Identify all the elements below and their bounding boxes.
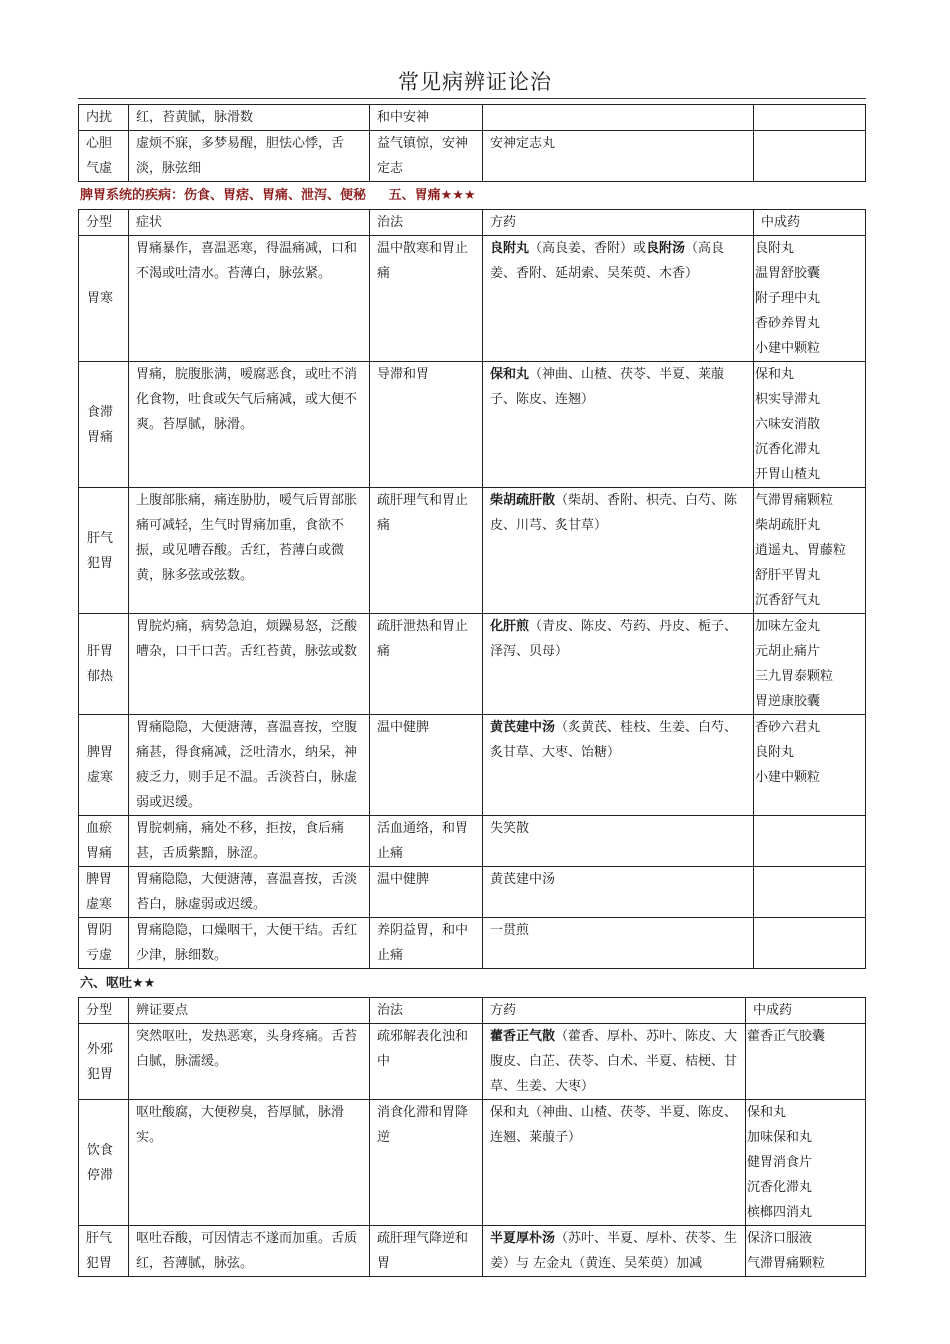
cpm-item: 加味左金丸	[755, 619, 821, 634]
cpm-item: 开胃山楂丸	[755, 467, 821, 482]
table-row	[79, 816, 866, 867]
cpm-item: 保和丸	[755, 367, 795, 382]
section-heading-vomit: 六、呕吐★★	[80, 976, 156, 991]
formula-ingredients: （苏叶、半夏、厚朴、茯苓、生姜）与 左金丸（黄连、吴茱萸）加减	[490, 1231, 738, 1271]
method-cell: 疏肝泄热和胃止痛	[370, 614, 483, 715]
cpm-cell	[754, 236, 866, 362]
table-row	[79, 918, 866, 969]
formula-cell	[483, 715, 754, 816]
symptoms-cell: 胃痛暴作，喜温恶寒，得温痛减，口和不渴或吐清水。苔薄白，脉弦紧。	[129, 236, 370, 362]
cpm-cell	[746, 1024, 866, 1100]
cpm-item: 胃逆康胶囊	[755, 694, 821, 709]
page-title: 常见病辨证论治	[398, 70, 552, 94]
cpm-item: 槟榔四消丸	[747, 1205, 813, 1220]
cpm-item: 小建中颗粒	[755, 341, 821, 356]
symptoms-cell: 呕吐吞酸，可因情志不遂而加重。舌质红，苔薄腻，脉弦。	[129, 1226, 370, 1277]
formula-cell	[483, 362, 754, 488]
vomiting-table	[78, 997, 866, 1277]
type-cell: 脾胃虚寒	[79, 867, 129, 918]
cpm-item: 藿香正气胶囊	[747, 1029, 826, 1044]
cpm-cell	[746, 1226, 866, 1277]
formula-ingredients: （青皮、陈皮、芍药、丹皮、栀子、泽泻、贝母）	[490, 619, 738, 659]
type-cell: 肝胃郁热	[79, 614, 129, 715]
formula-name-alt: 良附汤	[646, 241, 686, 256]
section-label: 脾胃系统的疾病：伤食、胃痞、胃痛、泄泻、便秘	[80, 188, 367, 203]
cpm-item: 小建中颗粒	[755, 770, 821, 785]
header-cpm: 中成药	[746, 998, 866, 1024]
method-cell: 养阴益胃，和中止痛	[370, 918, 483, 969]
table-row	[79, 1100, 866, 1226]
formula-name: 藿香正气散	[490, 1029, 556, 1044]
cpm-item: 香砂养胃丸	[755, 316, 821, 331]
method-cell: 和中安神	[370, 105, 483, 131]
method-cell: 消食化滞和胃降逆	[370, 1100, 483, 1226]
table-row	[79, 1226, 866, 1277]
cpm-cell	[754, 918, 866, 969]
type-cell: 肝气犯胃	[79, 488, 129, 614]
formula-cell: 保和丸（神曲、山楂、茯苓、半夏、陈皮、连翘、莱菔子）	[483, 1100, 746, 1226]
formula-cell: 失笑散	[483, 816, 754, 867]
table-row	[79, 1024, 866, 1100]
formula-cell	[483, 105, 754, 131]
symptoms-cell: 胃痛隐隐，口燥咽干，大便干结。舌红少津，脉细数。	[129, 918, 370, 969]
table-row	[79, 614, 866, 715]
table-row	[79, 362, 866, 488]
formula-cell: 黄芪建中汤	[483, 867, 754, 918]
type-cell: 血瘀胃痛	[79, 816, 129, 867]
cpm-item: 加味保和丸	[747, 1130, 813, 1145]
cpm-cell	[754, 488, 866, 614]
cpm-cell	[754, 362, 866, 488]
cpm-cell	[754, 867, 866, 918]
formula-text: （高良姜、香附）或	[529, 241, 647, 256]
table-row	[79, 105, 866, 131]
type-cell: 饮食停滞	[79, 1100, 129, 1226]
symptoms-cell: 突然呕吐，发热恶寒，头身疼痛。舌苔白腻，脉濡缓。	[129, 1024, 370, 1100]
method-cell: 温中健脾	[370, 715, 483, 816]
cpm-item: 逍遥丸、胃藤粒	[755, 543, 847, 558]
symptoms-cell: 红，苔黄腻，脉滑数	[129, 105, 370, 131]
formula-cell: 一贯煎	[483, 918, 754, 969]
formula-ingredients: （藿香、厚朴、苏叶、陈皮、大腹皮、白芷、茯苓、白术、半夏、桔梗、甘草、生姜、大枣）	[490, 1029, 738, 1094]
header-formula: 方药	[483, 998, 746, 1024]
formula-cell	[483, 614, 754, 715]
method-cell: 导滞和胃	[370, 362, 483, 488]
table-row	[79, 867, 866, 918]
table-header-row	[79, 998, 866, 1024]
cpm-cell	[754, 715, 866, 816]
cpm-item: 香砂六君丸	[755, 720, 821, 735]
formula-cell	[483, 488, 754, 614]
symptoms-cell: 胃痛隐隐，大便溏薄，喜温喜按，舌淡苔白，脉虚弱或迟缓。	[129, 867, 370, 918]
cpm-item: 柴胡疏肝丸	[755, 518, 821, 533]
cpm-item: 气滞胃痛颗粒	[755, 493, 834, 508]
formula-name: 黄芪建中汤	[490, 720, 556, 735]
cpm-item: 气滞胃痛颗粒	[747, 1256, 826, 1271]
formula-ingredients: （炙黄芪、桂枝、生姜、白芍、炙甘草、大枣、饴糖）	[490, 720, 738, 760]
table-header-row	[79, 210, 866, 236]
type-cell: 胃阴亏虚	[79, 918, 129, 969]
table-row	[79, 715, 866, 816]
title-rule	[78, 98, 866, 99]
method-text: 温中散寒和胃止痛	[377, 241, 469, 281]
formula-name: 化肝煎	[490, 619, 530, 634]
formula-ingredients: （高良姜、香附、延胡索、吴茱萸、木香）	[490, 241, 725, 281]
header-symptoms: 辨证要点	[129, 998, 370, 1024]
section-sub: 五、胃痛★★★	[388, 188, 476, 203]
cpm-item: 枳实导滞丸	[755, 392, 821, 407]
cpm-cell	[754, 105, 866, 131]
symptoms-cell: 胃痛隐隐，大便溏薄，喜温喜按，空腹痛甚，得食痛减，泛吐清水，纳呆，神疲乏力，则手足不温。舌淡苔白，脉虚弱或迟缓。	[129, 715, 370, 816]
cpm-item: 三九胃泰颗粒	[755, 669, 834, 684]
formula-cell	[483, 1226, 746, 1277]
type-cell: 内扰	[79, 105, 129, 131]
header-formula: 方药	[483, 210, 754, 236]
cpm-item: 附子理中丸	[755, 291, 821, 306]
formula-cell: 安神定志丸	[483, 131, 754, 182]
table-row	[79, 488, 866, 614]
formula-name: 良附丸	[490, 241, 530, 256]
type-cell: 胃寒	[79, 236, 129, 362]
table-row	[79, 236, 866, 362]
method-cell	[370, 236, 483, 362]
cpm-item: 健胃消食片	[747, 1155, 813, 1170]
symptoms-cell: 胃痛，脘腹胀满，嗳腐恶食，或吐不消化食物，吐食或矢气后痛减，或大便不爽。苔厚腻，脉滑。	[129, 362, 370, 488]
type-cell: 食滞胃痛	[79, 362, 129, 488]
formula-cell	[483, 236, 754, 362]
method-cell: 温中健脾	[370, 867, 483, 918]
cpm-item: 沉香化滞丸	[747, 1180, 813, 1195]
symptoms-cell: 胃脘灼痛，病势急迫，烦躁易怒，泛酸嘈杂，口干口苦。舌红苔黄，脉弦或数	[129, 614, 370, 715]
cpm-item: 六味安消散	[755, 417, 821, 432]
type-cell: 外邪犯胃	[79, 1024, 129, 1100]
symptoms-cell: 上腹部胀痛，痛连胁肋，嗳气后胃部胀痛可减轻，生气时胃痛加重，食欲不振，或见嘈吞酸。舌红，苔薄白或微黄，脉多弦或弦数。	[129, 488, 370, 614]
type-cell: 脾胃虚寒	[79, 715, 129, 816]
cpm-cell	[754, 131, 866, 182]
cpm-cell	[754, 816, 866, 867]
header-method: 治法	[370, 998, 483, 1024]
type-cell: 肝气犯胃	[79, 1226, 129, 1277]
symptoms-cell: 呕吐酸腐，大便秽臭，苔厚腻，脉滑实。	[129, 1100, 370, 1226]
header-symptoms: 症状	[129, 210, 370, 236]
cpm-item: 良附丸	[755, 241, 795, 256]
method-cell: 疏肝理气和胃止痛	[370, 488, 483, 614]
cpm-item: 温胃舒胶囊	[755, 266, 821, 281]
symptoms-cell: 虚烦不寐，多梦易醒，胆怯心悸，舌淡，脉弦细	[129, 131, 370, 182]
formula-ingredients: （神曲、山楂、茯苓、半夏、莱菔子、陈皮、连翘）	[490, 367, 725, 407]
insomnia-table-tail	[78, 104, 866, 182]
formula-name: 保和丸	[490, 367, 530, 382]
method-cell: 疏邪解表化浊和中	[370, 1024, 483, 1100]
cpm-cell	[746, 1100, 866, 1226]
formula-cell	[483, 1024, 746, 1100]
header-type: 分型	[79, 998, 129, 1024]
cpm-item: 保和丸	[747, 1105, 787, 1120]
cpm-item: 沉香化滞丸	[755, 442, 821, 457]
cpm-item: 沉香舒气丸	[755, 593, 821, 608]
header-type: 分型	[79, 210, 129, 236]
section-heading-spleen	[80, 185, 476, 207]
type-cell: 心胆气虚	[79, 131, 129, 182]
cpm-item: 良附丸	[755, 745, 795, 760]
cpm-item: 舒肝平胃丸	[755, 568, 821, 583]
method-cell: 益气镇惊，安神定志	[370, 131, 483, 182]
cpm-item: 元胡止痛片	[755, 644, 821, 659]
header-method: 治法	[370, 210, 483, 236]
formula-ingredients: （柴胡、香附、枳壳、白芍、陈皮、川芎、炙甘草）	[490, 493, 738, 533]
cpm-cell	[754, 614, 866, 715]
method-cell: 疏肝理气降逆和胃	[370, 1226, 483, 1277]
header-cpm: 中成药	[754, 210, 866, 236]
method-cell: 活血通络，和胃止痛	[370, 816, 483, 867]
symptoms-cell: 胃脘刺痛，痛处不移，拒按，食后痛甚，舌质紫黯，脉涩。	[129, 816, 370, 867]
formula-name: 半夏厚朴汤	[490, 1231, 556, 1246]
table-row	[79, 131, 866, 182]
stomach-pain-table	[78, 209, 866, 969]
formula-name: 柴胡疏肝散	[490, 493, 556, 508]
cpm-item: 保济口服液	[747, 1231, 813, 1246]
